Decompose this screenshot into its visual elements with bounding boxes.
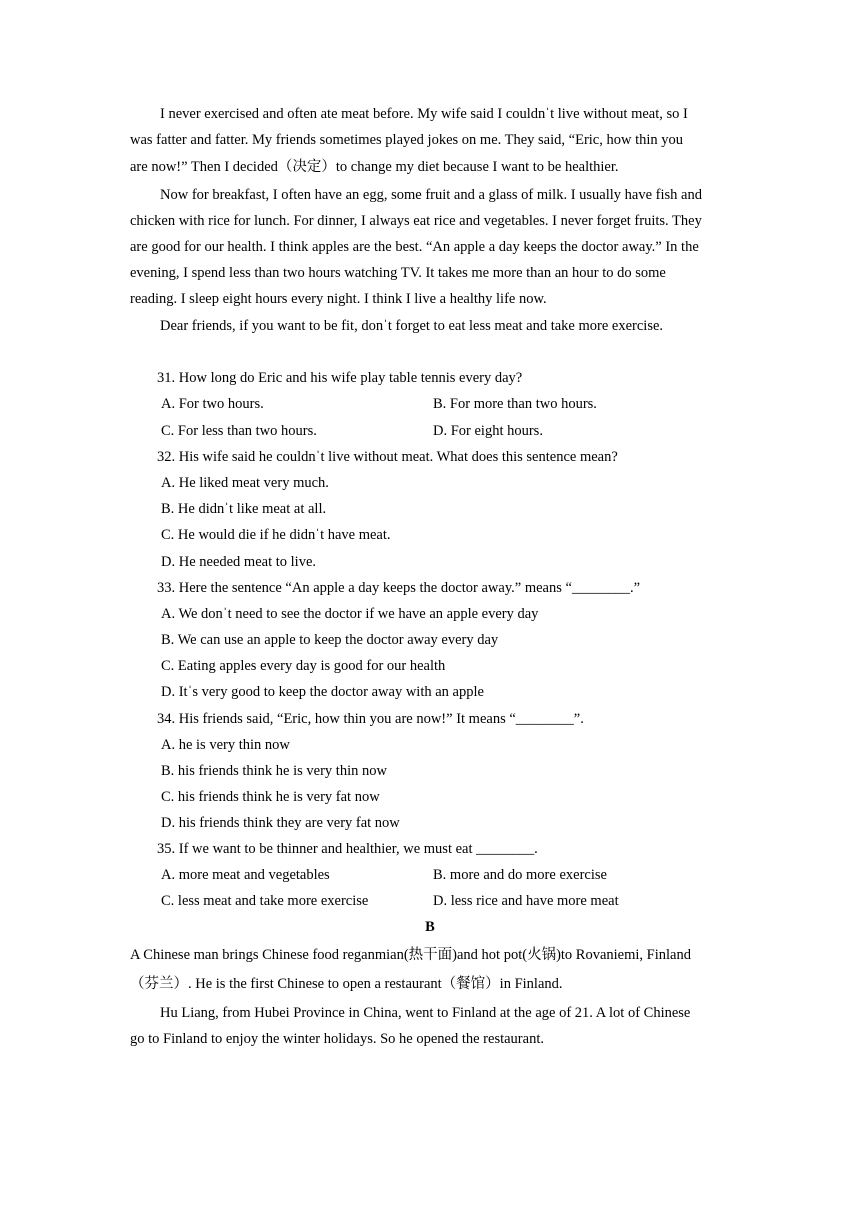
question-stem: 34. His friends said, “Eric, how thin you are now!” It means “________”. (157, 711, 584, 727)
passage-line: was fatter and fatter. My friends sometimes played jokes on me. They said, “Eric, how thin you (130, 132, 684, 148)
answer-option: B. He didnˈt like meat at all. (161, 501, 327, 517)
passage-line: are now!” Then I decided（决定）to change my diet because I want to be healthier. (130, 159, 619, 175)
answer-option: A. We donˈt need to see the doctor if we have an apple every day (161, 606, 539, 622)
answer-option: C. Eating apples every day is good for our health (161, 658, 446, 674)
question-stem: 32. His wife said he couldnˈt live without meat. What does this sentence mean? (157, 449, 618, 465)
passage-line: are good for our health. I think apples are the best. “An apple a day keeps the doctor away.” In the (130, 239, 699, 255)
answer-option: B. his friends think he is very thin now (161, 763, 387, 779)
answer-option: D. his friends think they are very fat now (161, 815, 400, 831)
answer-option: A. more meat and vegetables (161, 867, 330, 883)
answer-option: C. his friends think he is very fat now (161, 789, 380, 805)
answer-option: B. more and do more exercise (433, 867, 607, 883)
passage-line: A Chinese man brings Chinese food reganmian(热干面)and hot pot(火锅)to Rovaniemi, Finland (130, 947, 691, 963)
answer-option: A. For two hours. (161, 396, 264, 412)
answer-option: D. He needed meat to live. (161, 554, 317, 570)
answer-option: A. He liked meat very much. (161, 475, 329, 491)
passage-line: Dear friends, if you want to be fit, donˈt forget to eat less meat and take more exercise. (160, 318, 664, 334)
answer-option: B. For more than two hours. (433, 396, 597, 412)
passage-line: I never exercised and often ate meat before. My wife said I couldnˈt live without meat, so I (160, 106, 688, 122)
answer-option: C. For less than two hours. (161, 423, 317, 439)
answer-option: D. less rice and have more meat (433, 893, 619, 909)
answer-option: C. less meat and take more exercise (161, 893, 369, 909)
question-stem: 31. How long do Eric and his wife play table tennis every day? (157, 370, 523, 386)
passage-line: Hu Liang, from Hubei Province in China, went to Finland at the age of 21. A lot of Chinese (160, 1005, 691, 1021)
question-stem: 33. Here the sentence “An apple a day keeps the doctor away.” means “________.” (157, 580, 641, 596)
passage-line: evening, I spend less than two hours watching TV. It takes me more than an hour to do some (130, 265, 666, 281)
answer-option: D. Itˈs very good to keep the doctor away with an apple (161, 684, 484, 700)
passage-line: reading. I sleep eight hours every night. I think I live a healthy life now. (130, 291, 547, 307)
passage-line: chicken with rice for lunch. For dinner, I always eat rice and vegetables. I never forget fruits. They (130, 213, 702, 229)
answer-option: A. he is very thin now (161, 737, 290, 753)
answer-option: B. We can use an apple to keep the doctor away every day (161, 632, 499, 648)
answer-option: D. For eight hours. (433, 423, 543, 439)
passage-line: Now for breakfast, I often have an egg, some fruit and a glass of milk. I usually have fish and (160, 187, 702, 203)
answer-option: C. He would die if he didnˈt have meat. (161, 527, 391, 543)
passage-line: （芬兰）. He is the first Chinese to open a restaurant（餐馆）in Finland. (130, 976, 563, 992)
section-heading: B (425, 919, 435, 935)
passage-line: go to Finland to enjoy the winter holidays. So he opened the restaurant. (130, 1031, 544, 1047)
question-stem: 35. If we want to be thinner and healthier, we must eat ________. (157, 841, 538, 857)
